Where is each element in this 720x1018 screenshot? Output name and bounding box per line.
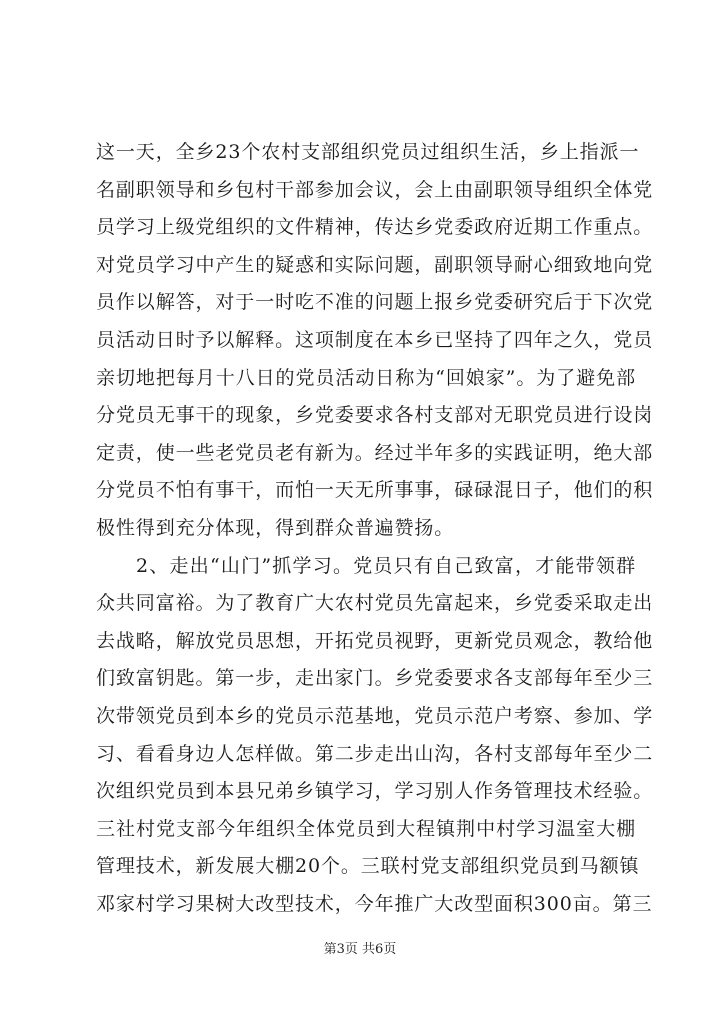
text-line: 邓家村学习果树大改型技术，今年推广大改型面积300亩。第三 (96, 892, 653, 915)
text-line: 习、看看身边人怎样做。第二步走出山沟，各村支部每年至少二 (96, 742, 654, 765)
text-line: 次带领党员到本乡的党员示范基地，党员示范户考察、参加、学 (96, 704, 654, 727)
text-line: 员学习上级党组织的文件精神，传达乡党委政府近期工作重点。 (96, 216, 654, 239)
text-line: 去战略，解放党员思想，开拓党员视野，更新党员观念，教给他 (96, 629, 654, 652)
text-line: 三社村党支部今年组织全体党员到大程镇荆中村学习温室大棚 (96, 817, 636, 840)
text-line: 对党员学习中产生的疑惑和实际问题，副职领导耐心细致地向党 (96, 253, 654, 276)
text-line: 员活动日时予以解释。这项制度在本乡已坚持了四年之久，党员 (96, 328, 654, 351)
text-line: 定责，使一些老党员老有新为。经过半年多的实践证明，绝大部 (96, 441, 654, 464)
text-line: 亲切地把每月十八日的党员活动日称为“回娘家”。为了避免部 (96, 366, 636, 389)
page-footer: 第3页 共6页 (323, 942, 397, 957)
body-text (96, 134, 654, 923)
text-line: 这一天，全乡23个农村支部组织党员过组织生活，乡上指派一 (96, 141, 640, 163)
text-line: 2、走出“山门”抓学习。党员只有自己致富，才能带领群 (136, 554, 636, 577)
text-line: 分党员无事干的现象，乡党委要求各村支部对无职党员进行设岗 (96, 404, 654, 427)
text-line: 次组织党员到本县兄弟乡镇学习，学习别人作务管理技术经验。 (96, 780, 654, 803)
text-line: 名副职领导和乡包村干部参加会议，会上由副职领导组织全体党 (96, 178, 654, 201)
text-line: 员作以解答，对于一时吃不准的问题上报乡党委研究后于下次党 (96, 291, 654, 314)
text-line: 极性得到充分体现，得到群众普遍赞扬。 (96, 516, 455, 539)
text-line: 分党员不怕有事干，而怕一天无所事事，碌碌混日子，他们的积 (96, 479, 654, 502)
text-line: 们致富钥匙。第一步，走出家门。乡党委要求各支部每年至少三 (96, 667, 654, 690)
text-line: 管理技术，新发展大棚20个。三联村党支部组织党员到马额镇 (96, 855, 640, 878)
text-line: 众共同富裕。为了教育广大农村党员先富起来，乡党委采取走出 (96, 592, 654, 615)
